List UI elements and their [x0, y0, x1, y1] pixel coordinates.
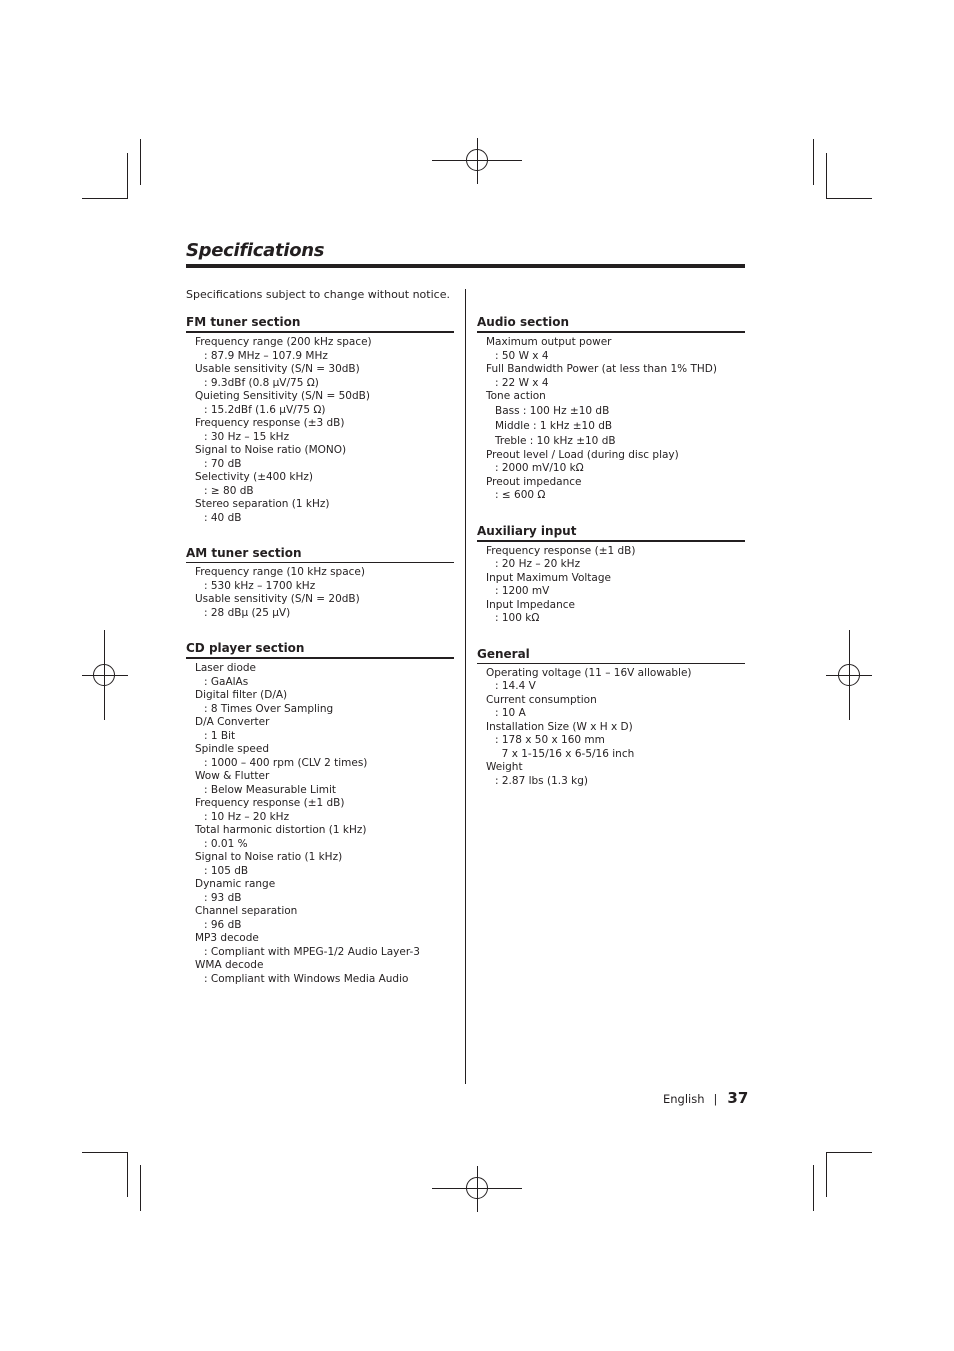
spec-label: Total harmonic distortion (1 kHz) [195, 824, 367, 836]
left-column [186, 314, 454, 1006]
section-heading: AM tuner section [186, 545, 454, 563]
page-footer [663, 1089, 748, 1107]
spec-label: Preout impedance [486, 475, 582, 488]
section-heading: CD player section [186, 640, 454, 659]
spec-value: : ≥ 80 dB [204, 484, 254, 497]
spec-value: : 40 dB [204, 511, 242, 524]
column-divider [465, 289, 466, 1084]
section-heading: Auxiliary input [477, 523, 745, 542]
spec-value: : 2000 mV/10 kΩ [495, 462, 584, 474]
section-general [477, 646, 745, 789]
spec-value: : 10 A [495, 707, 526, 719]
spec-value: : Compliant with MPEG-1/2 Audio Layer-3 [204, 945, 420, 958]
section-am-tuner-section [186, 545, 454, 620]
spec-value: : 1 Bit [204, 729, 236, 742]
spec-label: Current consumption [486, 693, 597, 706]
spec-value: : 30 Hz – 15 kHz [204, 430, 290, 443]
spec-value: : 87.9 MHz – 107.9 MHz [204, 349, 328, 362]
spec-value: : 50 W x 4 [495, 349, 549, 362]
spec-value: : 9.3dBf (0.8 μV/75 Ω) [204, 376, 319, 389]
section-heading: FM tuner section [186, 314, 454, 333]
spec-value: : 1200 mV [495, 585, 550, 597]
spec-label: Full Bandwidth Power (at less than 1% THD) [486, 363, 717, 375]
spec-value: : 2.87 lbs (1.3 kg) [495, 774, 588, 787]
spec-value: : 93 dB [204, 891, 242, 904]
spec-value: : 28 dBμ (25 μV) [204, 606, 291, 619]
spec-value: : Compliant with Windows Media Audio [204, 972, 409, 985]
spec-value: : 1000 – 400 rpm (CLV 2 times) [204, 756, 368, 769]
spec-label: Maximum output power [486, 336, 612, 348]
spec-label: Dynamic range [195, 878, 276, 890]
section-audio-section [477, 314, 745, 503]
spec-label: Input Maximum Voltage [486, 571, 611, 584]
spec-label: Laser diode [195, 662, 257, 674]
spec-label: Wow & Flutter [195, 770, 270, 782]
spec-sub-value: Treble : 10 kHz ±10 dB [495, 434, 616, 447]
section-fm-tuner-section [186, 314, 454, 525]
section-heading: General [477, 646, 745, 664]
spec-value: : 14.4 V [495, 680, 536, 692]
spec-value: : 8 Times Over Sampling [204, 702, 334, 715]
spec-value: : 96 dB [204, 918, 242, 931]
title-rule [186, 264, 745, 268]
spec-sub-value: Middle : 1 kHz ±10 dB [495, 419, 613, 432]
spec-label: D/A Converter [195, 716, 270, 728]
spec-label: Weight [486, 761, 523, 773]
spec-label: Preout level / Load (during disc play) [486, 448, 679, 461]
spec-label: Spindle speed [195, 743, 270, 755]
spec-label: MP3 decode [195, 932, 259, 944]
spec-value: : GaAlAs [204, 675, 249, 688]
spec-label: Signal to Noise ratio (1 kHz) [195, 851, 343, 863]
spec-label: Stereo separation (1 kHz) [195, 498, 330, 510]
spec-value: : ≤ 600 Ω [495, 489, 546, 501]
spec-label: Signal to Noise ratio (MONO) [195, 444, 347, 456]
spec-value: : 15.2dBf (1.6 μV/75 Ω) [204, 403, 326, 416]
spec-value: : 100 kΩ [495, 612, 540, 624]
notice-text: Specifications subject to change without notice. [186, 288, 450, 301]
right-column [477, 314, 745, 808]
footer-language: English [663, 1092, 705, 1106]
spec-label: Channel separation [195, 905, 298, 917]
spec-value: : Below Measurable Limit [204, 783, 337, 796]
page-number: 37 [727, 1089, 749, 1107]
section-cd-player-section [186, 640, 454, 986]
spec-label: Frequency range (200 kHz space) [195, 336, 372, 348]
footer-separator: | [713, 1092, 718, 1106]
section-auxiliary-input [477, 523, 745, 626]
spec-value: : 20 Hz – 20 kHz [495, 558, 581, 570]
spec-label: Installation Size (W x H x D) [486, 720, 633, 733]
spec-label: Usable sensitivity (S/N = 20dB) [195, 593, 360, 605]
spec-label: Frequency response (±3 dB) [195, 417, 345, 429]
spec-value: : 105 dB [204, 864, 249, 877]
spec-value: : 70 dB [204, 457, 242, 470]
spec-label: Operating voltage (11 – 16V allowable) [486, 666, 692, 679]
spec-label: Input Impedance [486, 598, 575, 611]
spec-value: : 178 x 50 x 160 mm [495, 734, 605, 746]
page-title: Specifications [186, 240, 325, 261]
spec-label: WMA decode [195, 959, 264, 971]
section-heading: Audio section [477, 314, 745, 333]
spec-label: Quieting Sensitivity (S/N = 50dB) [195, 390, 370, 402]
spec-label: Frequency range (10 kHz space) [195, 566, 365, 578]
spec-value: : 0.01 % [204, 837, 248, 850]
spec-sub-value: Bass : 100 Hz ±10 dB [495, 404, 610, 417]
spec-label: Frequency response (±1 dB) [195, 797, 345, 809]
spec-value: : 530 kHz – 1700 kHz [204, 579, 316, 592]
spec-label: Usable sensitivity (S/N = 30dB) [195, 363, 360, 375]
spec-label: Tone action [486, 390, 546, 402]
spec-label: Frequency response (±1 dB) [486, 544, 636, 557]
spec-value: 7 x 1-15/16 x 6-5/16 inch [495, 747, 635, 760]
spec-value: : 22 W x 4 [495, 376, 549, 389]
spec-label: Selectivity (±400 kHz) [195, 471, 313, 483]
spec-value: : 10 Hz – 20 kHz [204, 810, 290, 823]
spec-label: Digital filter (D/A) [195, 689, 288, 701]
